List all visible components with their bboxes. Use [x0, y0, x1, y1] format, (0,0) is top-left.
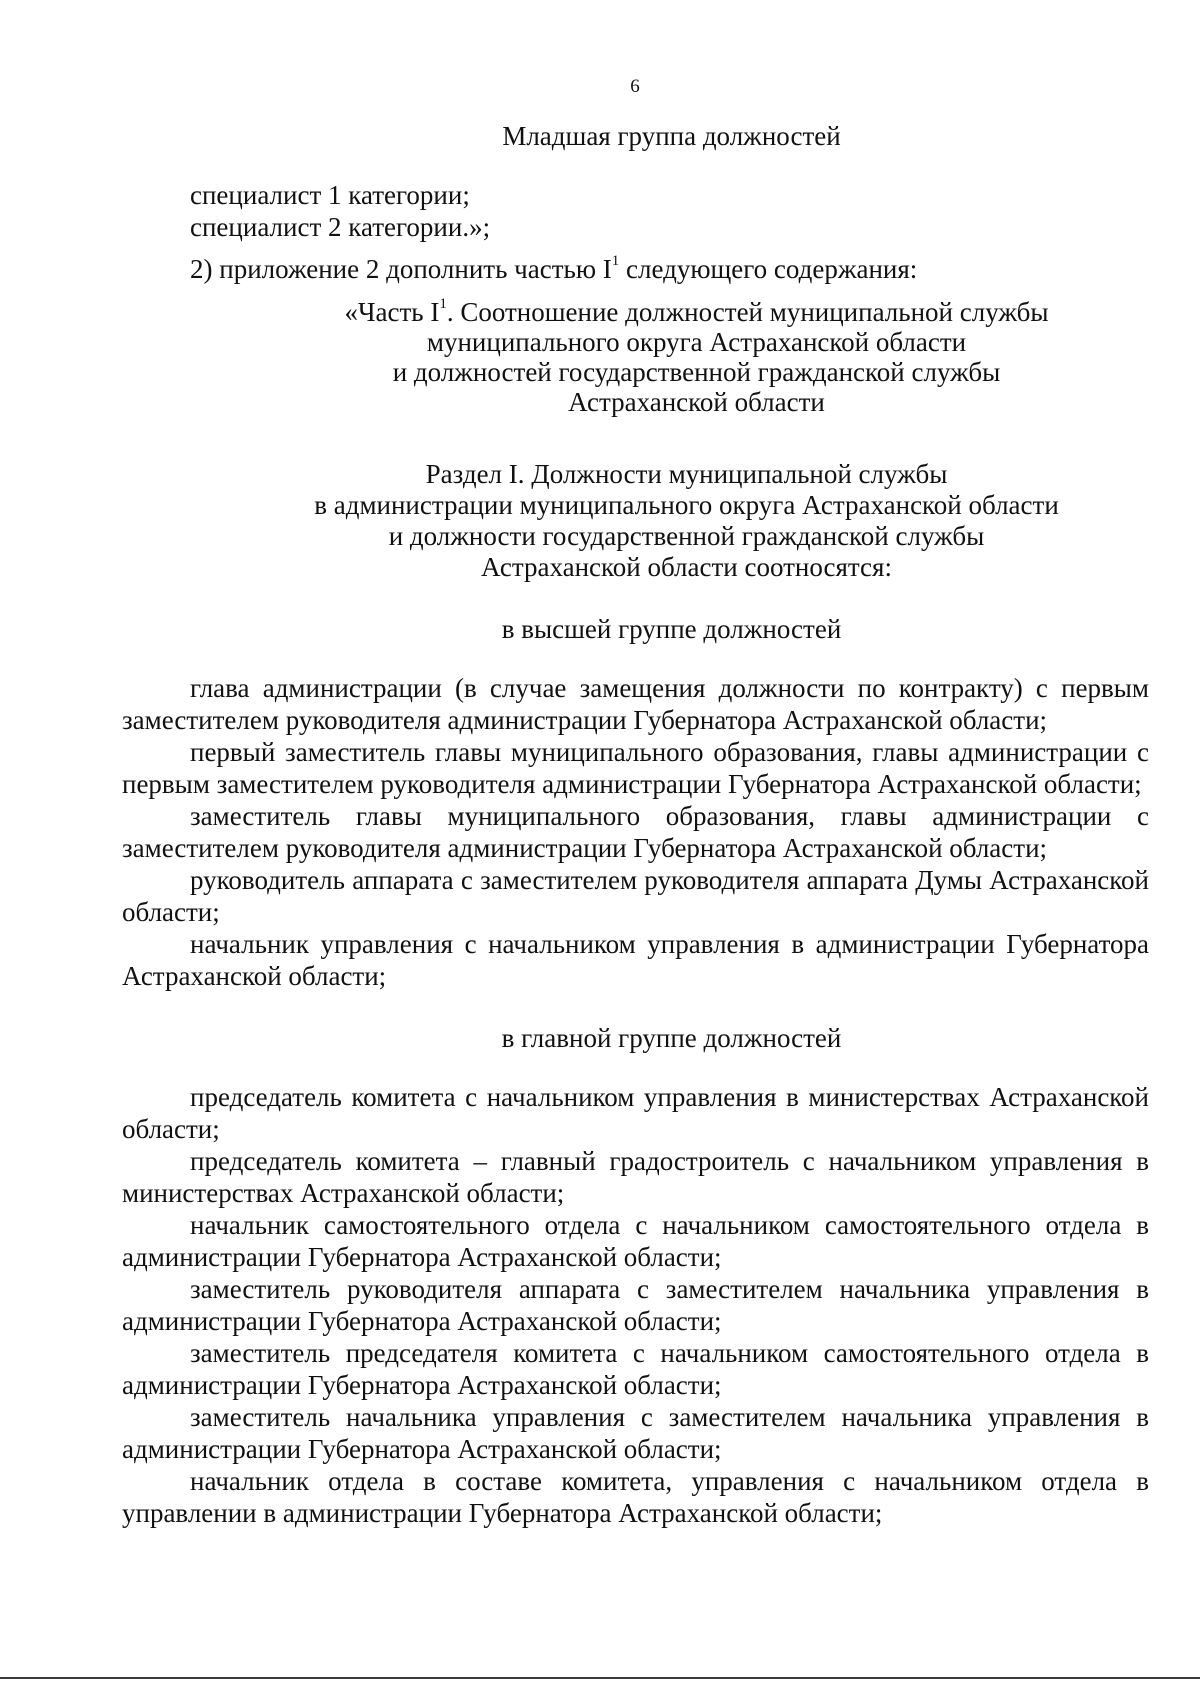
junior-item-2: специалист 2 категории.»; [190, 212, 491, 242]
highest-group-item-1: глава администрации (в случае замещения должности по контракту) с первым заместителем руководителя администрации Губернатора Астраханской области; [122, 673, 1149, 735]
main-group-item-7: начальник отдела в составе комитета, управления с начальником отдела в управлении в администрации Губернатора Астраханской области; [122, 1466, 1149, 1528]
part-title-line-3: и должностей государственной гражданской службы [392, 357, 1001, 387]
page-bottom-rule [0, 1677, 1200, 1679]
section-title-line-1: Раздел I. Должности муниципальной службы [425, 459, 948, 489]
part-title-superscript: 1 [439, 296, 447, 312]
part-title-line-2: муниципального округа Астраханской области [426, 327, 967, 357]
part-title-line-1-before: «Часть I [344, 297, 440, 327]
part-title-line-4: Астраханской области [568, 387, 825, 417]
highest-group-heading: в высшей группе должностей [501, 614, 842, 644]
main-group-item-1: председатель комитета с начальником управления в министерствах Астраханской области; [122, 1082, 1149, 1144]
highest-group-item-2: первый заместитель главы муниципального образования, главы администрации с первым заместителем руководителя администрации Губернатора Астраханской области; [122, 737, 1149, 799]
page-number: 6 [630, 76, 640, 97]
section-title [122, 459, 1149, 583]
part-title-line-1-after: . Соотношение должностей муниципальной службы [446, 297, 1049, 327]
main-group-item-2: председатель комитета – главный градостроитель с начальником управления в министерствах Астраханской области; [122, 1146, 1149, 1208]
section-title-line-3: и должности государственной гражданской службы [388, 521, 985, 551]
main-group-item-6: заместитель начальника управления с заместителем начальника управления в администрации Губернатора Астраханской области; [122, 1402, 1149, 1464]
junior-group-heading: Младшая группа должностей [502, 121, 841, 151]
junior-item-1: специалист 1 категории; [190, 180, 470, 210]
main-group-heading: в главной группе должностей [501, 1023, 842, 1053]
highest-group-item-4: руководитель аппарата с заместителем руководителя аппарата Думы Астраханской области; [122, 865, 1149, 927]
main-group-item-4: заместитель руководителя аппарата с заместителем начальника управления в администрации Губернатора Астраханской области; [122, 1274, 1149, 1336]
amendment-item-2-after: следующего содержания: [619, 254, 918, 284]
amendment-item-2-before: 2) приложение 2 дополнить частью I [190, 254, 612, 284]
section-title-line-4: Астраханской области соотносятся: [481, 552, 892, 582]
main-group-item-3: начальник самостоятельного отдела с начальником самостоятельного отдела в администрации Губернатора Астраханской области; [122, 1210, 1149, 1272]
part-title [122, 297, 1149, 417]
highest-group-item-5: начальник управления с начальником управления в администрации Губернатора Астраханской области; [122, 929, 1149, 991]
highest-group-item-3: заместитель главы муниципального образования, главы администрации с заместителем руководителя администрации Губернатора Астраханской области; [122, 801, 1149, 863]
main-group-item-5: заместитель председателя комитета с начальником самостоятельного отдела в администрации Губернатора Астраханской области; [122, 1338, 1149, 1400]
amendment-item-2 [122, 253, 1149, 285]
document-body [122, 120, 1149, 1529]
section-title-line-2: в администрации муниципального округа Астраханской области [314, 490, 1059, 520]
part-title-line-1 [244, 297, 1149, 327]
amendment-item-2-superscript: 1 [611, 253, 620, 269]
